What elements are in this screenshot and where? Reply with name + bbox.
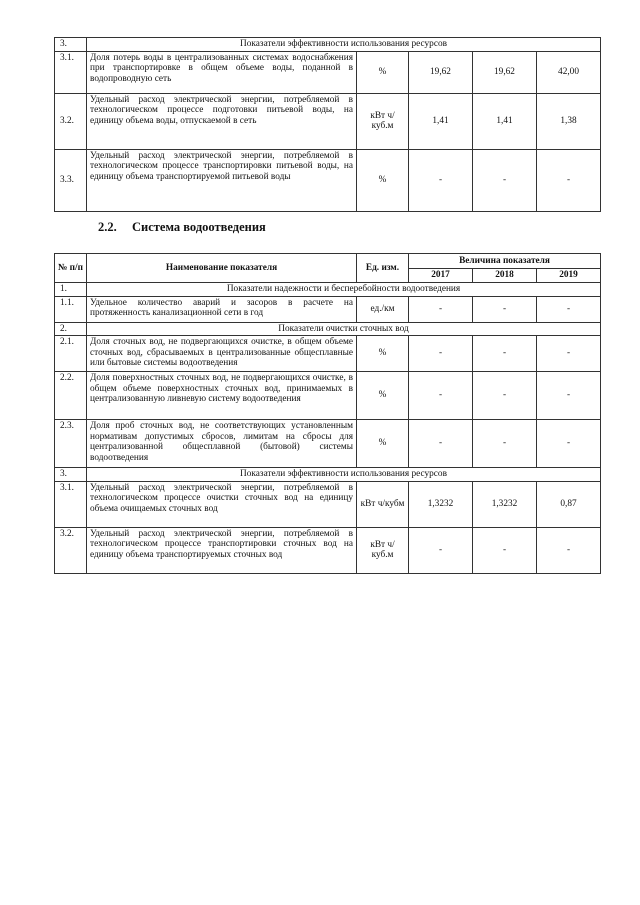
header-unit: Ед. изм.: [357, 254, 409, 283]
unit-cell: %: [357, 420, 409, 468]
section-title: Показатели эффективности использования ресурсов: [87, 38, 601, 52]
value-2019: -: [537, 527, 601, 573]
header-year: 2019: [537, 269, 601, 283]
table-row: [55, 149, 601, 211]
value-2017: -: [409, 296, 473, 322]
section-title: Показатели очистки сточных вод: [87, 322, 601, 336]
table-row: [55, 372, 601, 420]
value-2019: -: [537, 296, 601, 322]
value-2019: 42,00: [537, 51, 601, 93]
section-number: 3.: [55, 38, 87, 52]
value-2019: -: [537, 336, 601, 372]
indicator-name: Доля поверхностных сточных вод, не подвергающихся очистке, в общем объеме поверхностных сточных вод, принимаемых в централизованную ливневую систему водоотведения: [87, 372, 357, 420]
unit-cell: кВт ч/куб.м: [357, 527, 409, 573]
indicator-name: Удельное количество аварий и засоров в расчете на протяженность канализационной сети в год: [87, 296, 357, 322]
section-row: [55, 468, 601, 482]
value-2018: -: [473, 527, 537, 573]
header-value: Величина показателя: [409, 254, 601, 269]
table-row: [55, 296, 601, 322]
indicator-name: Удельный расход электрической энергии, потребляемой в технологическом процессе транспортировки питьевой воды, на единицу объема транспортируемой питьевой воды: [87, 149, 357, 211]
row-number: 3.3.: [55, 149, 87, 211]
value-2017: 1,3232: [409, 481, 473, 527]
unit-cell: %: [357, 372, 409, 420]
unit-cell: кВт ч/куб.м: [357, 93, 409, 149]
header-number: № п/п: [55, 254, 87, 283]
value-2019: -: [537, 420, 601, 468]
table-row: [55, 336, 601, 372]
value-2017: -: [409, 372, 473, 420]
value-2018: -: [473, 149, 537, 211]
section-number: 2.: [55, 322, 87, 336]
section-title: Показатели надежности и бесперебойности водоотведения: [87, 283, 601, 297]
value-2018: -: [473, 372, 537, 420]
value-2017: 19,62: [409, 51, 473, 93]
row-number: 2.1.: [55, 336, 87, 372]
section-number: 1.: [55, 283, 87, 297]
indicator-name: Доля потерь воды в централизованных системах водоснабжения при транспортировке в общем объеме воды, поданной в водопроводную сеть: [87, 51, 357, 93]
value-2018: -: [473, 296, 537, 322]
section-row: [55, 322, 601, 336]
value-2017: -: [409, 336, 473, 372]
unit-cell: кВт ч/кубм: [357, 481, 409, 527]
row-number: 1.1.: [55, 296, 87, 322]
section-row: [55, 283, 601, 297]
value-2019: 1,38: [537, 93, 601, 149]
value-2019: -: [537, 149, 601, 211]
row-number: 2.3.: [55, 420, 87, 468]
table-row: [55, 51, 601, 93]
value-2018: 19,62: [473, 51, 537, 93]
row-number: 3.2.: [55, 93, 87, 149]
section-number: 3.: [55, 468, 87, 482]
indicator-name: Удельный расход электрической энергии, потребляемой в технологическом процессе транспортировки сточных вод на единицу объема транспортируемых сточных вод: [87, 527, 357, 573]
value-2018: -: [473, 336, 537, 372]
section-row: [55, 38, 601, 52]
unit-cell: %: [357, 51, 409, 93]
value-2017: -: [409, 527, 473, 573]
value-2018: 1,3232: [473, 481, 537, 527]
value-2018: 1,41: [473, 93, 537, 149]
table-row: [55, 420, 601, 468]
row-number: 3.1.: [55, 481, 87, 527]
unit-cell: ед./км: [357, 296, 409, 322]
heading-title: Система водоотведения: [132, 220, 266, 234]
table-row: [55, 527, 601, 573]
heading-number: 2.2.: [98, 220, 117, 234]
indicator-name: Удельный расход электрической энергии, потребляемой в технологическом процессе подготовки питьевой воды, на единицу объема воды, отпускаемой в сеть: [87, 93, 357, 149]
section-heading: [98, 220, 266, 235]
value-2019: -: [537, 372, 601, 420]
value-2017: -: [409, 149, 473, 211]
value-2017: 1,41: [409, 93, 473, 149]
water-supply-indicators-table: [54, 37, 601, 212]
indicator-name: Доля проб сточных вод, не соответствующих установленным нормативам допустимых сбросов, лимитам на сбросы для централизованной общесплавной (бытовой) системы водоотведения: [87, 420, 357, 468]
row-number: 3.1.: [55, 51, 87, 93]
table-row: [55, 481, 601, 527]
value-2019: 0,87: [537, 481, 601, 527]
value-2018: -: [473, 420, 537, 468]
header-year: 2017: [409, 269, 473, 283]
row-number: 2.2.: [55, 372, 87, 420]
indicator-name: Удельный расход электрической энергии, потребляемой в технологическом процессе очистки сточных вод на единицу объема очищаемых сточных вод: [87, 481, 357, 527]
row-number: 3.2.: [55, 527, 87, 573]
header-row: [55, 254, 601, 269]
header-name: Наименование показателя: [87, 254, 357, 283]
value-2017: -: [409, 420, 473, 468]
table-row: [55, 93, 601, 149]
header-year: 2018: [473, 269, 537, 283]
wastewater-indicators-table: [54, 253, 601, 574]
unit-cell: %: [357, 149, 409, 211]
section-title: Показатели эффективности использования ресурсов: [87, 468, 601, 482]
unit-cell: %: [357, 336, 409, 372]
indicator-name: Доля сточных вод, не подвергающихся очистке, в общем объеме сточных вод, сбрасываемых в централизованные общесплавные или бытовые системы водоотведения: [87, 336, 357, 372]
